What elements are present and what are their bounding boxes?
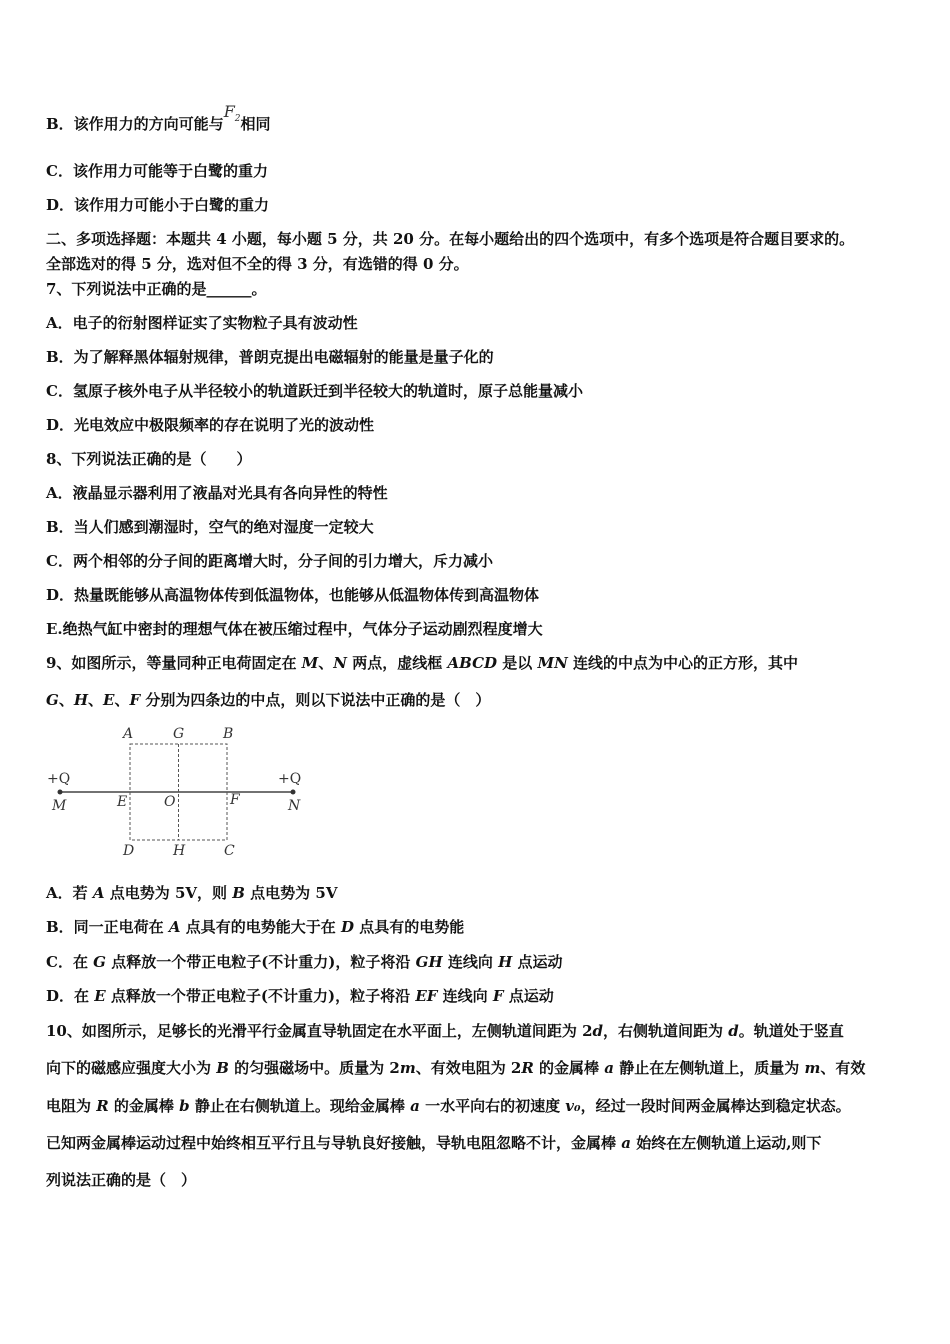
label-d: D: [123, 843, 135, 859]
label-h: H: [173, 843, 186, 859]
q9-stem-line2: G、H、E、F 分别为四条边的中点，则以下说法中正确的是（ ）: [46, 691, 491, 709]
q8-option-b: B．当人们感到潮湿时，空气的绝对湿度一定较大: [46, 518, 374, 536]
label-m: M: [52, 798, 67, 814]
q9-stem-line1: 9、如图所示，等量同种正电荷固定在 M、N 两点，虚线框 ABCD 是以 MN 连线的中点为中心的正方形，其中: [46, 654, 799, 672]
q8-stem: 8、下列说法正确的是（ ）: [46, 450, 252, 468]
label-e: E: [117, 794, 128, 810]
q7-option-a: A．电子的衍射图样证实了实物粒子具有波动性: [46, 314, 358, 332]
label-a: A: [123, 726, 134, 742]
f2-symbol: $F_2$: [223, 102, 241, 125]
label-n: N: [288, 798, 301, 814]
section2-header-line1: 二、多项选择题：本题共 4 小题，每小题 5 分，共 20 分。在每小题给出的四个选项中，有多个选项是符合题目要求的。: [46, 230, 855, 248]
q8-option-e: E.绝热气缸中密封的理想气体在被压缩过程中，气体分子运动剧烈程度增大: [46, 620, 543, 638]
q7-stem: 7、下列说法中正确的是______。: [46, 280, 267, 298]
q6-option-c: C．该作用力可能等于白鹭的重力: [46, 162, 268, 180]
point-n-dot: [291, 790, 296, 795]
section2-header-line2: 全部选对的得 5 分，选对但不全的得 3 分，有选错的得 0 分。: [46, 255, 469, 273]
label-g: G: [173, 726, 185, 742]
q10-stem-line4: 已知两金属棒运动过程中始终相互平行且与导轨良好接触，导轨电阻忽略不计，金属棒 a 始终在左侧轨道上运动,则下: [46, 1134, 822, 1152]
q9-option-b: B．同一正电荷在 A 点具有的电势能大于在 D 点具有的电势能: [46, 918, 465, 936]
label-b: B: [223, 726, 234, 742]
q9-option-d: D．在 E 点释放一个带正电粒子(不计重力)，粒子将沿 EF 连线向 F 点运动: [46, 987, 554, 1005]
q9-option-a: A．若 A 点电势为 5V，则 B 点电势为 5V: [46, 884, 338, 902]
q9-option-c: C．在 G 点释放一个带正电粒子(不计重力)，粒子将沿 GH 连线向 H 点运动: [46, 953, 563, 971]
q7-option-c: C．氢原子核外电子从半径较小的轨道跃迁到半径较大的轨道时，原子总能量减小: [46, 382, 583, 400]
label-charge-m: +Q: [47, 771, 71, 787]
label-c: C: [224, 843, 235, 859]
q6-option-b: B．该作用力的方向可能与$F_2$相同: [46, 102, 271, 133]
q8-option-c: C．两个相邻的分子间的距离增大时，分子间的引力增大，斥力减小: [46, 552, 493, 570]
q8-option-a: A．液晶显示器利用了液晶对光具有各向异性的特性: [46, 484, 388, 502]
q10-stem-line2: 向下的磁感应强度大小为 B 的匀强磁场中。质量为 2m、有效电阻为 2R 的金属棒 a 静止在左侧轨道上，质量为 m、有效: [46, 1059, 866, 1077]
q7-option-b: B．为了解释黑体辐射规律，普朗克提出电磁辐射的能量是量子化的: [46, 348, 494, 366]
q10-stem-line5: 列说法正确的是（ ）: [46, 1171, 197, 1189]
label-f: F: [230, 792, 240, 808]
label-charge-n: +Q: [278, 771, 302, 787]
point-m-dot: [58, 790, 63, 795]
q10-stem-line3: 电阻为 R 的金属棒 b 静止在右侧轨道上。现给金属棒 a 一水平向右的初速度 v₀，经过一段时间两金属棒达到稳定状态。: [46, 1097, 851, 1115]
q9-charge-diagram: [40, 720, 320, 860]
q7-option-d: D．光电效应中极限频率的存在说明了光的波动性: [46, 416, 375, 434]
label-o: O: [164, 794, 176, 810]
q10-stem-line1: 10、如图所示，足够长的光滑平行金属直导轨固定在水平面上，左侧轨道间距为 2d，右侧轨道间距为 d。轨道处于竖直: [46, 1022, 844, 1040]
q6-option-d: D．该作用力可能小于白鹭的重力: [46, 196, 270, 214]
q8-option-d: D．热量既能够从高温物体传到低温物体，也能够从低温物体传到高温物体: [46, 586, 540, 604]
